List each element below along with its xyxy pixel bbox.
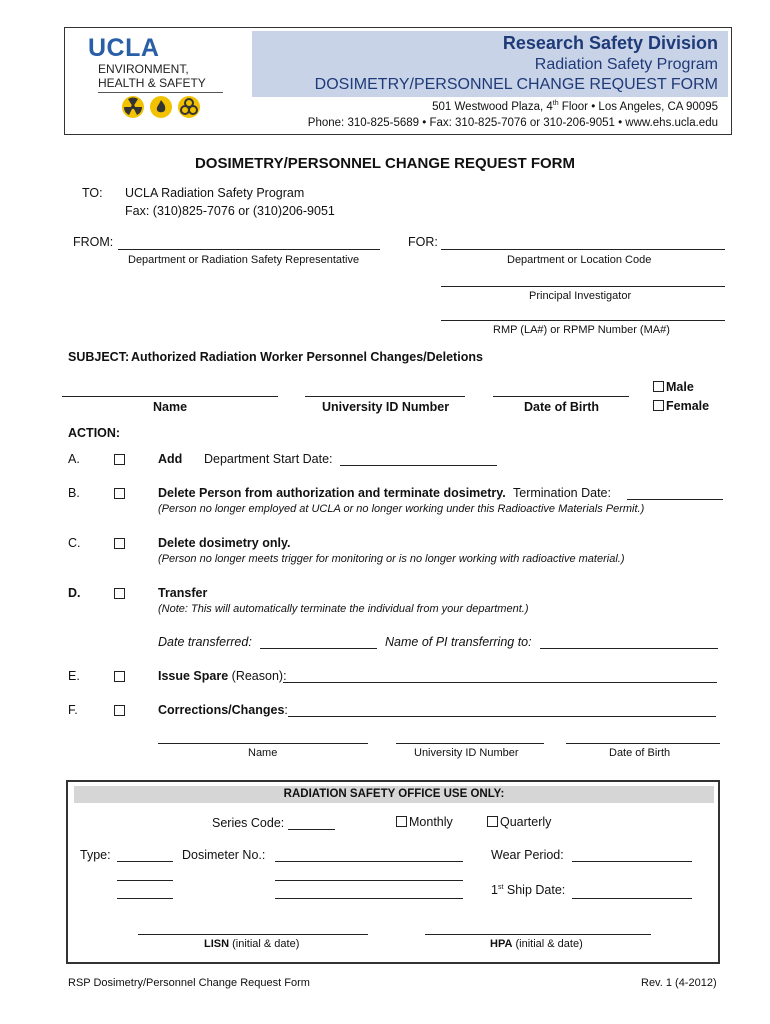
- action-c-title: Delete dosimetry only.: [158, 536, 291, 550]
- person-dob-field[interactable]: [493, 396, 629, 397]
- male-checkbox[interactable]: [653, 381, 664, 392]
- series-code-label: Series Code:: [212, 816, 285, 830]
- footer-form-name: RSP Dosimetry/Personnel Change Request Form: [68, 977, 310, 989]
- action-a-checkbox[interactable]: [114, 454, 125, 465]
- monthly-label: Monthly: [409, 815, 453, 829]
- date-transferred-label: Date transferred:: [158, 635, 252, 649]
- dosimeter-field-3[interactable]: [275, 898, 463, 899]
- wear-period-field[interactable]: [572, 861, 692, 862]
- action-d-checkbox[interactable]: [114, 588, 125, 599]
- quarterly-label: Quarterly: [500, 815, 552, 829]
- to-line-1: UCLA Radiation Safety Program: [125, 186, 305, 200]
- action-f-letter: F.: [68, 703, 78, 717]
- action-d-note: (Note: This will automatically terminate the individual from your department.): [158, 603, 529, 615]
- pi-transfer-field[interactable]: [540, 648, 718, 649]
- action-c-checkbox[interactable]: [114, 538, 125, 549]
- person-name-caption: Name: [153, 400, 188, 414]
- division-title: Research Safety Division: [502, 33, 718, 53]
- spare-reason-field[interactable]: [283, 682, 717, 683]
- action-a-title: Add: [158, 452, 183, 466]
- from-field[interactable]: [118, 249, 380, 250]
- termination-date-field[interactable]: [627, 499, 723, 500]
- office-use-heading: RADIATION SAFETY OFFICE USE ONLY:: [74, 786, 714, 803]
- female-label: Female: [666, 399, 710, 413]
- lisn-caption: LISN (initial & date): [204, 938, 300, 950]
- to-label: TO:: [82, 186, 103, 200]
- person-uid-field[interactable]: [305, 396, 465, 397]
- form-title: DOSIMETRY/PERSONNEL CHANGE REQUEST FORM: [194, 155, 576, 172]
- dosimeter-field-2[interactable]: [275, 880, 463, 881]
- action-f-title: Corrections/Changes:: [158, 703, 288, 717]
- logo-divider: [98, 92, 223, 93]
- action-e-checkbox[interactable]: [114, 671, 125, 682]
- subject-text: Authorized Radiation Worker Personnel Changes/Deletions: [131, 350, 483, 364]
- lisn-field[interactable]: [138, 934, 368, 935]
- action-b-note: (Person no longer employed at UCLA or no longer working under this Radioactive Materials Permit.): [158, 503, 645, 515]
- ehs-logo: [70, 32, 248, 128]
- quarterly-checkbox[interactable]: [487, 816, 498, 827]
- female-checkbox[interactable]: [653, 400, 664, 411]
- fire-hazard-icon: [150, 96, 172, 118]
- male-label: Male: [666, 380, 694, 394]
- for-dept-caption: Department or Location Code: [507, 254, 652, 266]
- type-field-3[interactable]: [117, 898, 173, 899]
- action-c-note: (Person no longer meets trigger for monitoring or is no longer working with radioactive material.): [158, 553, 625, 565]
- action-a-letter: A.: [68, 452, 80, 466]
- pi-transfer-label: Name of PI transferring to:: [385, 635, 532, 649]
- corrections-field[interactable]: [288, 716, 716, 717]
- new-name-caption: Name: [248, 747, 278, 759]
- office-use-box: [66, 780, 720, 964]
- person-uid-caption: University ID Number: [322, 400, 450, 414]
- hpa-caption: HPA (initial & date): [490, 938, 583, 950]
- series-code-field[interactable]: [288, 829, 335, 830]
- ship-date-label: 1st Ship Date:: [491, 883, 566, 897]
- dosimeter-label: Dosimeter No.:: [182, 848, 266, 862]
- header-form-title: DOSIMETRY/PERSONNEL CHANGE REQUEST FORM: [314, 76, 718, 93]
- ucla-wordmark: UCLA: [88, 34, 160, 62]
- new-uid-caption: University ID Number: [414, 747, 519, 759]
- new-dob-field[interactable]: [566, 743, 720, 744]
- wear-period-label: Wear Period:: [491, 848, 564, 862]
- action-b-checkbox[interactable]: [114, 488, 125, 499]
- to-line-2: Fax: (310)825-7076 or (310)206-9051: [125, 204, 335, 218]
- type-label: Type:: [80, 848, 111, 862]
- start-date-field[interactable]: [340, 465, 497, 466]
- ship-date-field[interactable]: [572, 898, 692, 899]
- person-name-field[interactable]: [62, 396, 278, 397]
- subject-label: SUBJECT:: [68, 350, 130, 364]
- action-d-title: Transfer: [158, 586, 208, 600]
- new-name-field[interactable]: [158, 743, 368, 744]
- hpa-field[interactable]: [425, 934, 651, 935]
- for-pi-caption: Principal Investigator: [529, 290, 632, 302]
- dosimeter-field-1[interactable]: [275, 861, 463, 862]
- for-rmp-caption: RMP (LA#) or RPMP Number (MA#): [493, 324, 670, 336]
- logo-line-2: HEALTH & SAFETY: [98, 76, 206, 90]
- header-band: [252, 31, 728, 97]
- footer-revision: Rev. 1 (4-2012): [641, 977, 717, 989]
- action-a-field-label: Department Start Date:: [204, 452, 333, 466]
- radiation-icon: [122, 96, 144, 118]
- for-dept-field[interactable]: [441, 249, 725, 250]
- monthly-checkbox[interactable]: [396, 816, 407, 827]
- action-b-title: Delete Person from authorization and terminate dosimetry.: [158, 486, 506, 500]
- logo-line-1: ENVIRONMENT,: [98, 62, 189, 76]
- action-e-title: Issue Spare (Reason):: [158, 669, 287, 683]
- action-c-letter: C.: [68, 536, 81, 550]
- action-d-letter: D.: [68, 586, 81, 600]
- program-title: Radiation Safety Program: [534, 56, 718, 73]
- for-rmp-field[interactable]: [441, 320, 725, 321]
- type-field-2[interactable]: [117, 880, 173, 881]
- from-label: FROM:: [73, 235, 114, 249]
- person-dob-caption: Date of Birth: [524, 400, 599, 414]
- action-f-checkbox[interactable]: [114, 705, 125, 716]
- contact-info: Phone: 310-825-5689 • Fax: 310-825-7076 or 310-206-9051 • www.ehs.ucla.edu: [307, 117, 718, 129]
- for-pi-field[interactable]: [441, 286, 725, 287]
- address: 501 Westwood Plaza, 4th Floor • Los Angeles, CA 90095: [432, 100, 718, 113]
- action-b-field-label: Termination Date:: [513, 486, 611, 500]
- new-uid-field[interactable]: [396, 743, 544, 744]
- action-b-letter: B.: [68, 486, 80, 500]
- action-e-letter: E.: [68, 669, 80, 683]
- new-dob-caption: Date of Birth: [609, 747, 671, 759]
- from-caption: Department or Radiation Safety Representative: [128, 254, 360, 266]
- for-label: FOR:: [408, 235, 438, 249]
- biohazard-icon: [178, 96, 200, 118]
- date-transferred-field[interactable]: [260, 648, 377, 649]
- type-field-1[interactable]: [117, 861, 173, 862]
- action-label: ACTION:: [68, 426, 121, 440]
